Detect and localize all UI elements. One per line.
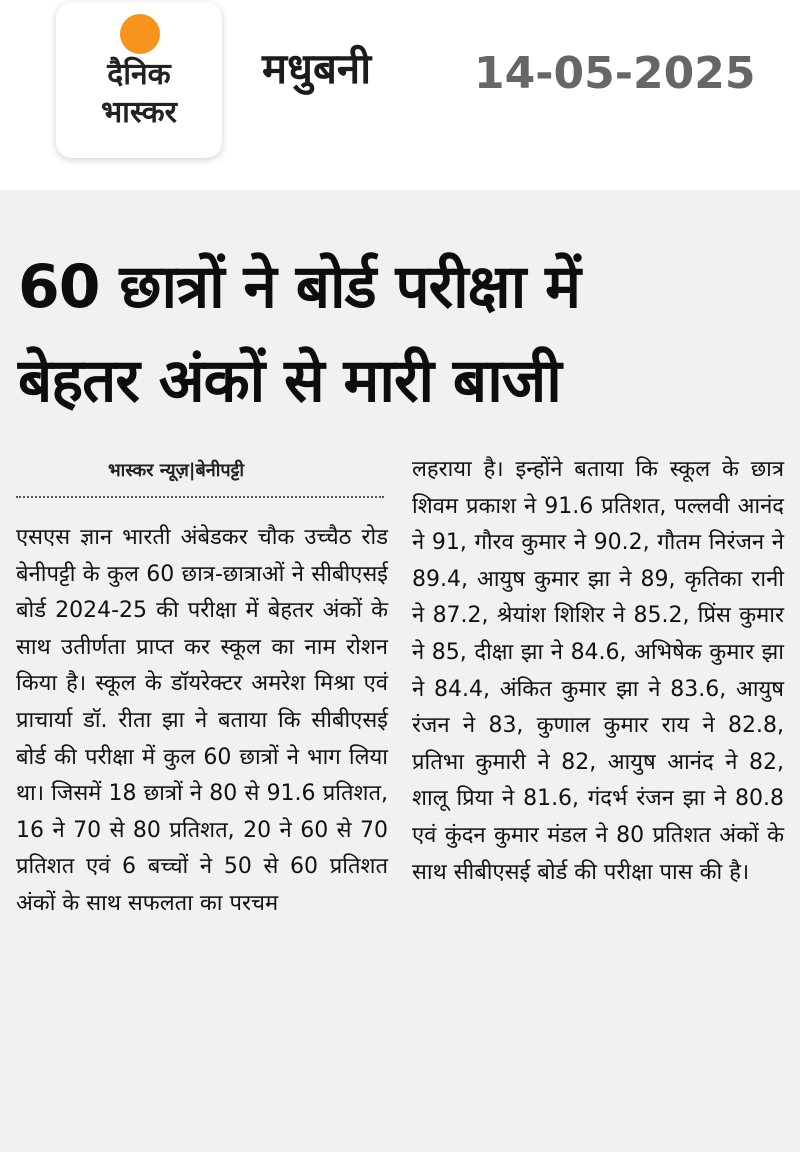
headline-line-2: बेहतर अंकों से मारी बाजी: [18, 346, 561, 416]
article-column-right: [412, 452, 784, 891]
article-headline: [18, 240, 788, 428]
logo-text-line-2: भास्कर: [101, 95, 177, 130]
article-column-left: [16, 520, 388, 923]
dotted-divider: [16, 496, 384, 498]
edition-city: मधुबनी: [262, 44, 372, 93]
sun-logo-icon: [120, 14, 160, 54]
logo-text-line-1: दैनिक: [107, 57, 171, 92]
newspaper-logo: [56, 2, 222, 158]
article-byline: भास्कर न्यूज़|बेनीपट्टी: [108, 460, 245, 481]
column-left-text: एसएस ज्ञान भारती अंबेडकर चौक उच्चैठ रोड बेनीपट्टी के कुल 60 छात्र-छात्राओं ने सीबीएसई बोर्ड 2024-25 की परीक्षा में बेहतर अंकों के साथ उतीर्णता प्राप्त कर स्कूल का नाम रोशन किया है। स्कूल के डॉयरेक्टर अमरेश मिश्रा एवं प्राचार्या डॉ. रीता झा ने बताया कि सीबीएसई बोर्ड की परीक्षा में कुल 60 छात्रों ने भाग लिया था। जिसमें 18 छात्रों ने 80 से 91.6 प्रतिशत, 16 ने 70 से 80 प्रतिशत, 20 ने 60 से 70 प्रतिशत एवं 6 बच्चों ने 50 से 60 प्रतिशत अंकों के साथ सफलता का परचम: [16, 525, 388, 916]
column-right-text: लहराया है। इन्होंने बताया कि स्कूल के छात्र शिवम प्रकाश ने 91.6 प्रतिशत, पल्लवी आनंद ने 91, गौरव कुमार ने 90.2, गौतम निरंजन ने 89.4, आयुष कुमार झा ने 89, कृतिका रानी ने 87.2, श्रेयांश शिशिर ने 85.2, प्रिंस कुमार ने 85, दीक्षा झा ने 84.6, अभिषेक कुमार झा ने 84.4, अंकित कुमार झा ने 83.6, आयुष रंजन ने 83, कुणाल कुमार राय ने 82.8, प्रतिभा कुमारी ने 82, आयुष आनंद ने 82, शालू प्रिया ने 81.6, गंदर्भ रंजन झा ने 80.8 एवं कुंदन कुमार मंडल ने 80 प्रतिशत अंकों के साथ सीबीएसई बोर्ड की परीक्षा पास की है।: [412, 457, 784, 885]
masthead-bar: [0, 0, 800, 190]
edition-date: 14-05-2025: [474, 48, 756, 99]
headline-line-1: 60 छात्रों ने बोर्ड परीक्षा में: [18, 252, 580, 322]
